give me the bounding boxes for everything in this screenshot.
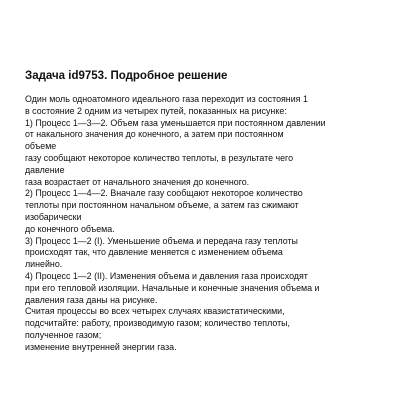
text-line: в состояние 2 одним из четырех путей, показанных на рисунке: (25, 105, 287, 116)
text-line: давление (25, 164, 65, 175)
text-line: при его тепловой изоляции. Начальные и конечные значения объема и (25, 282, 320, 293)
problem-text (25, 94, 397, 354)
text-line: до конечного объема. (25, 223, 115, 234)
text-line: Один моль одноатомного идеального газа переходит из состояния 1 (25, 94, 308, 104)
text-line: 4) Процесс 1—2 (II). Изменения объема и давления газа происходят (25, 270, 308, 281)
text-line: 2) Процесс 1—4—2. Вначале газу сообщают некоторое количество (25, 188, 303, 199)
text-line: газу сообщают некоторое количество теплоты, в результате чего (25, 152, 294, 163)
text-line: объеме (25, 141, 57, 152)
text-line: газа возрастает от начального значения до конечного. (25, 176, 250, 187)
text-line: давления газа даны на рисунке. (25, 294, 158, 305)
text-line: 3) Процесс 1—2 (I). Уменьшение объема и передача газу теплоты (25, 235, 298, 246)
text-line: Считая процессы во всех четырех случаях квазистатическими, (25, 306, 285, 317)
text-line: линейно. (25, 259, 63, 270)
text-line: изменение внутренней энергии газа. (25, 341, 177, 352)
text-line: 1) Процесс 1—3—2. Объем газа уменьшается при постоянном давлении (25, 117, 326, 128)
page-title: Задача id9753. Подробное решение (25, 70, 228, 82)
text-line: полученное газом; (25, 329, 102, 340)
text-line: теплоты при постоянном начальном объеме, а затем газ сжимают (25, 200, 299, 211)
text-line: изобарически (25, 211, 82, 222)
text-line: подсчитайте: работу, производимую газом; количество теплоты, (25, 318, 291, 329)
text-line: происходят так, что давление меняется с изменением объема (25, 247, 283, 258)
text-line: от накального значения до конечного, а затем при постоянном (25, 129, 284, 140)
